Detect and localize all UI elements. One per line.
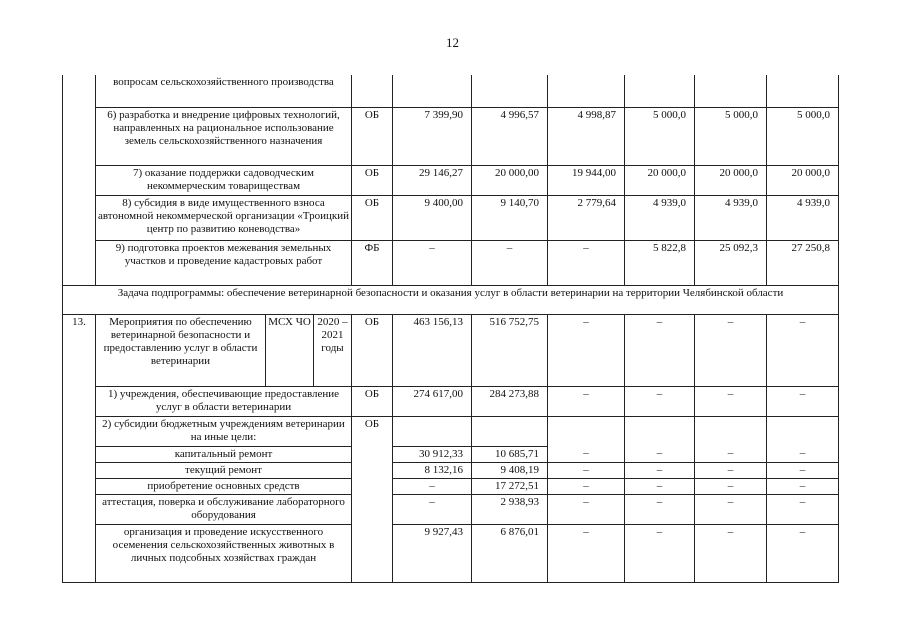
table-row: 8) субсидия в виде имущественного взноса автономной некоммерческой организации «Троицкий центр по развитию коневодства» ОБ 9 400,00 9 140,70 2 779,64 4 939,0 4 939,0 4 939,0 [63, 195, 839, 240]
table-row: 1) учреждения, обеспечивающие предоставление услуг в области ветеринарии ОБ 274 617,00 284 273,88 – – – – [63, 386, 839, 416]
row-name: текущий ремонт [96, 462, 352, 478]
table-row: приобретение основных средств – 17 272,51 – – – – [63, 478, 839, 494]
table-row: 13. Мероприятия по обеспечению ветеринарной безопасности и предоставлению услуг в области ветеринарии МСХ ЧО 2020 – 2021 годы ОБ 463 156,13 516 752,75 – – – – [63, 314, 839, 386]
table-row: аттестация, поверка и обслуживание лабораторного оборудования – 2 938,93 – – – – [63, 494, 839, 524]
table-row: 7) оказание поддержки садоводческим некоммерческим товариществам ОБ 29 146,27 20 000,00 19 944,00 20 000,0 20 000,0 20 000,0 [63, 165, 839, 195]
table-row: 2) субсидии бюджетным учреждениям ветеринарии на иные цели: ОБ [63, 416, 839, 446]
row-name: 2) субсидии бюджетным учреждениям ветеринарии на иные цели: [96, 416, 352, 446]
budget-table [62, 75, 839, 583]
table-row: 9) подготовка проектов межевания земельных участков и проведение кадастровых работ ФБ – – – 5 822,8 25 092,3 27 250,8 [63, 240, 839, 285]
item-period: 2020 – 2021 годы [314, 314, 352, 386]
row-name: 8) субсидия в виде имущественного взноса автономной некоммерческой организации «Троицкий центр по развитию коневодства» [96, 195, 352, 240]
table-row [63, 75, 839, 107]
row-name: капитальный ремонт [96, 446, 352, 462]
row-name: 9) подготовка проектов межевания земельных участков и проведение кадастровых работ [96, 240, 352, 285]
row-name: вопросам сельскохозяйственного производства [96, 75, 352, 107]
item-number: 13. [63, 314, 96, 386]
row-name: организация и проведение искусственного осеменения сельскохозяйственных животных в личных подсобных хозяйствах граждан [96, 524, 352, 582]
section-header: Задача подпрограммы: обеспечение ветеринарной безопасности и оказания услуг в области ветеринарии на территории Челябинской области [63, 285, 839, 314]
table-row: 6) разработка и внедрение цифровых технологий, направленных на рациональное использование земель сельскохозяйственного назначения ОБ 7 399,90 4 996,57 4 998,87 5 000,0 5 000,0 5 000,0 [63, 107, 839, 165]
row-name: 6) разработка и внедрение цифровых технологий, направленных на рациональное использование земель сельскохозяйственного назначения [96, 107, 352, 165]
table-row: организация и проведение искусственного осеменения сельскохозяйственных животных в личных подсобных хозяйствах граждан 9 927,43 6 876,01 – – – – [63, 524, 839, 582]
item-name: Мероприятия по обеспечению ветеринарной безопасности и предоставлению услуг в области ветеринарии [96, 314, 266, 386]
row-name: 1) учреждения, обеспечивающие предоставление услуг в области ветеринарии [96, 386, 352, 416]
row-name: 7) оказание поддержки садоводческим некоммерческим товариществам [96, 165, 352, 195]
page-number: 12 [446, 35, 459, 50]
table-row: текущий ремонт 8 132,16 9 408,19 – – – – [63, 462, 839, 478]
table-row: капитальный ремонт 30 912,33 10 685,71 – – – – [63, 446, 839, 462]
row-name: приобретение основных средств [96, 478, 352, 494]
item-executor: МСХ ЧО [266, 314, 314, 386]
section-header-row [63, 285, 839, 314]
row-name: аттестация, поверка и обслуживание лабораторного оборудования [96, 494, 352, 524]
